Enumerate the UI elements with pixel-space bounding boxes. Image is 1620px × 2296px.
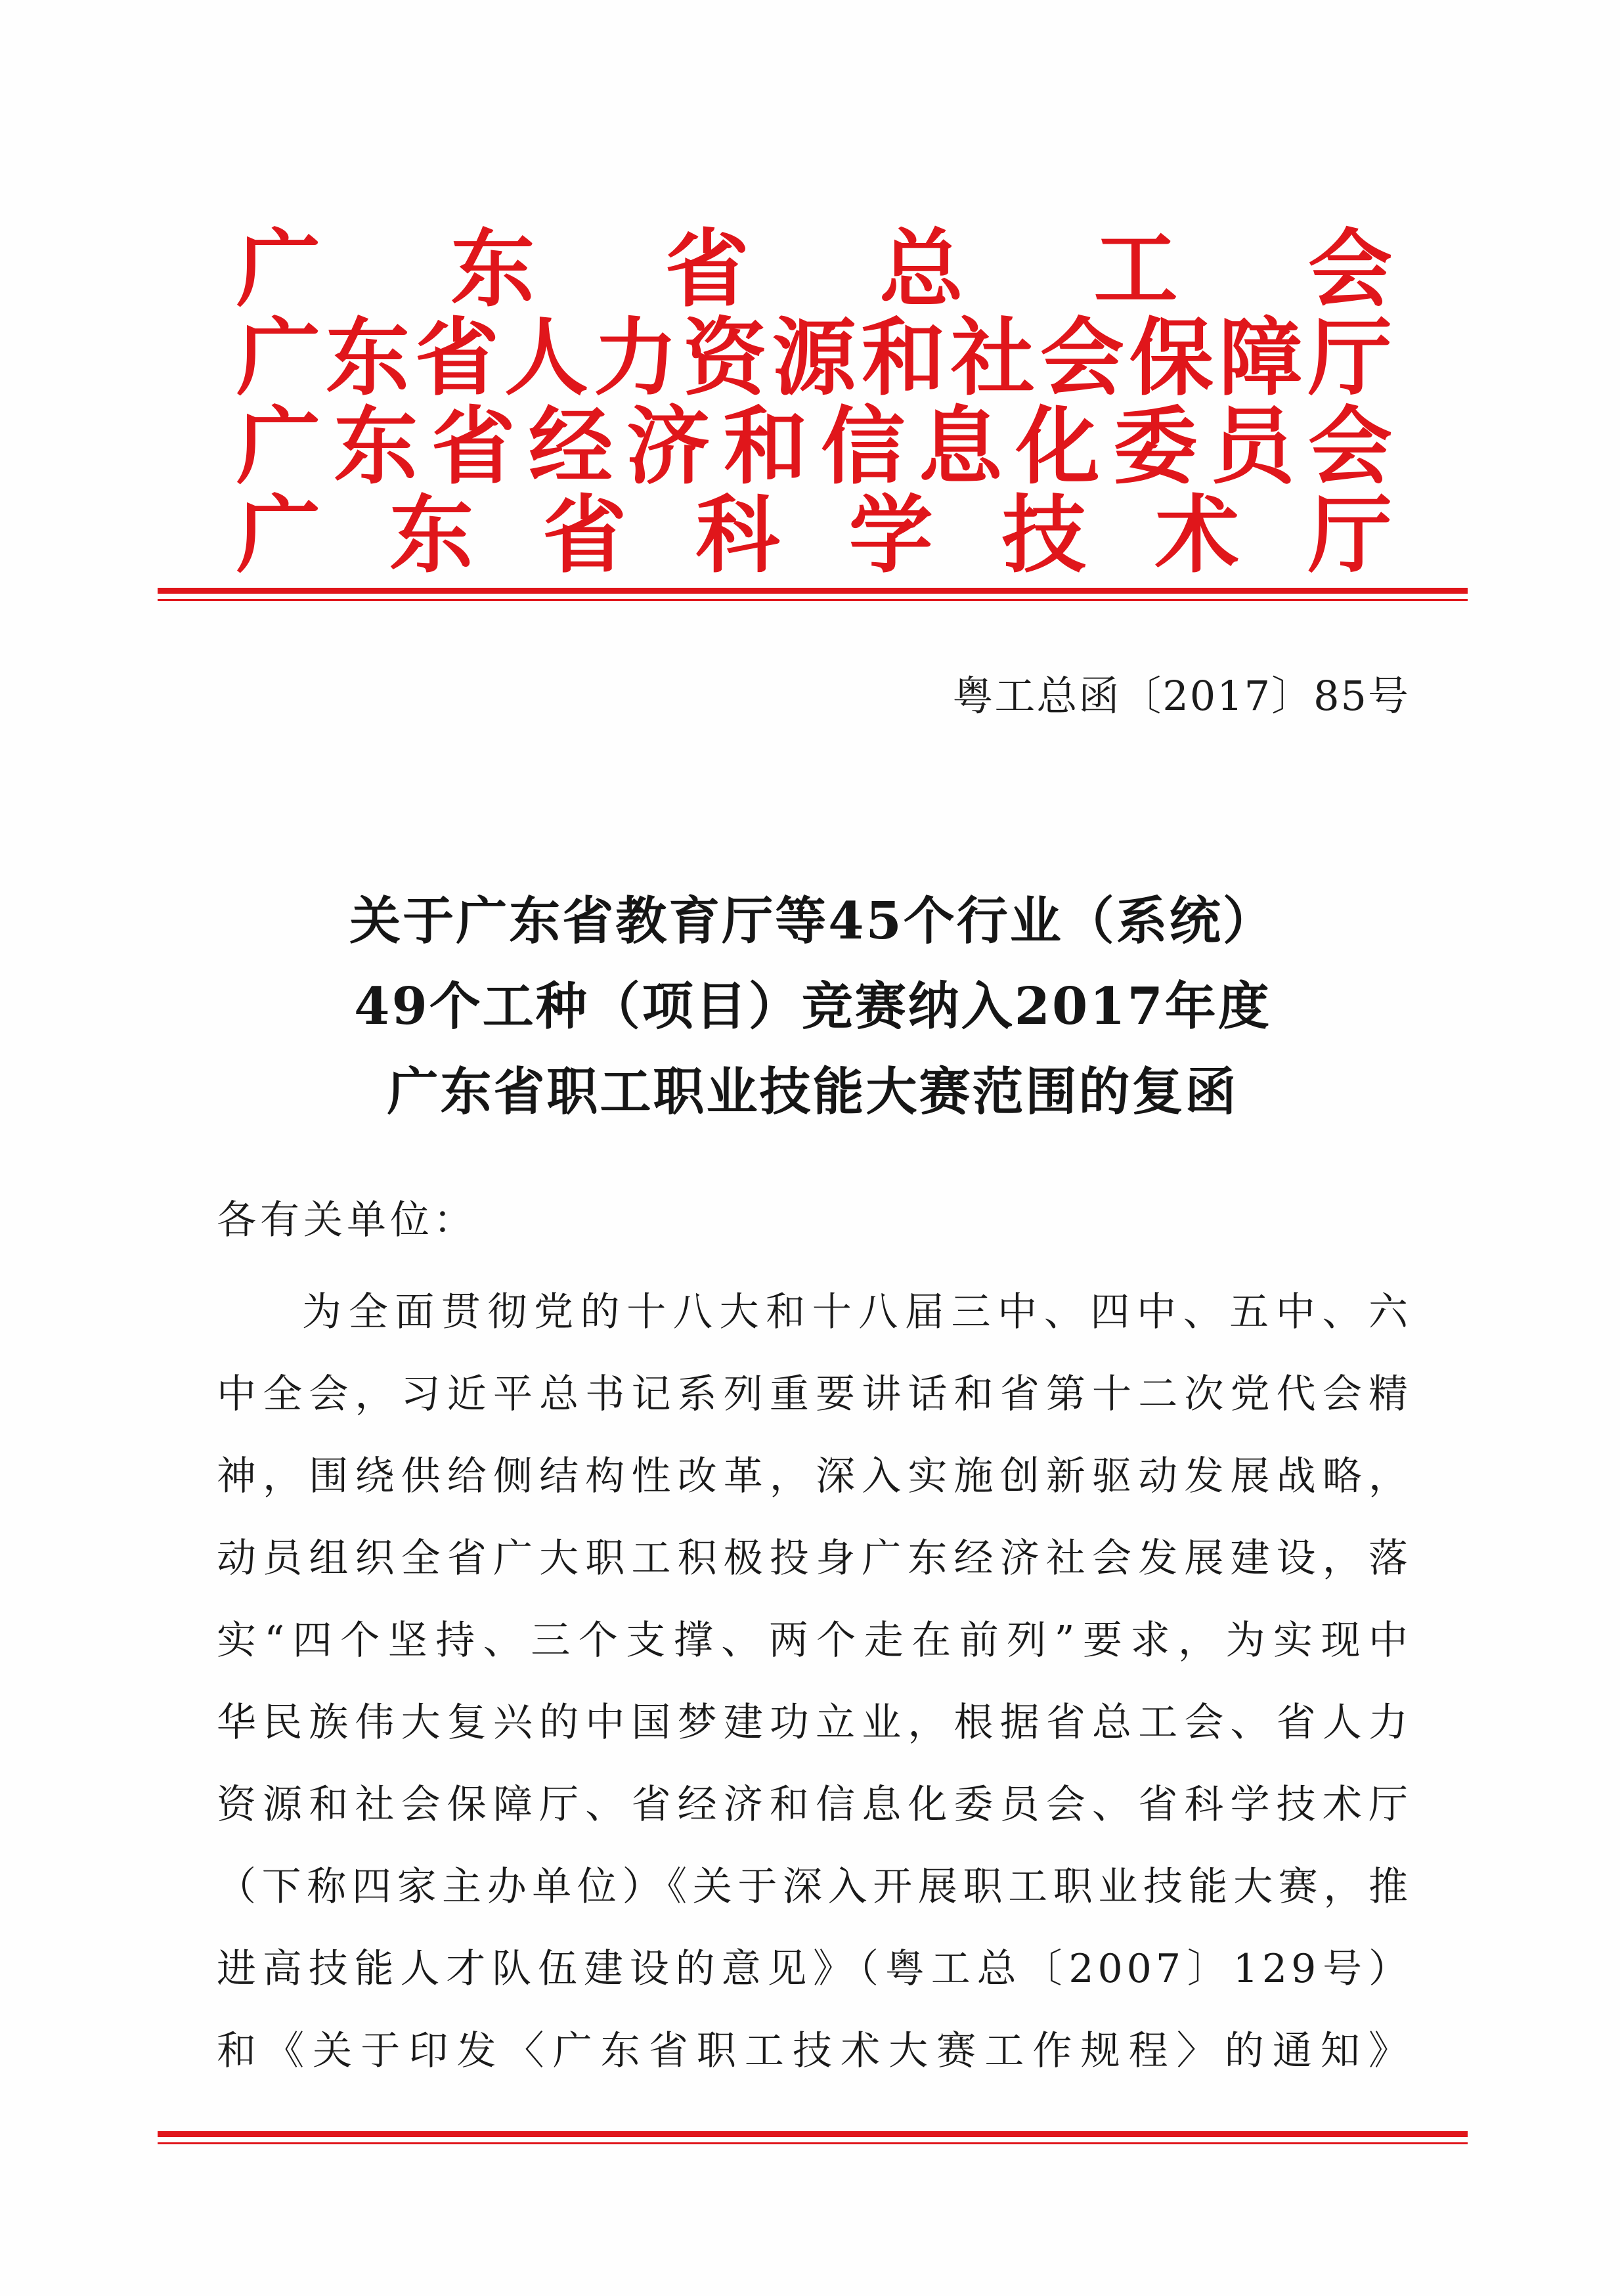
body-line: 和《关于印发〈广东省职工技术大赛工作规程〉的通知》	[217, 2028, 1412, 2074]
letterhead-rule-thin	[158, 599, 1468, 601]
body-line: 动员组织全省广大职工积极投身广东经济社会发展建设，落	[217, 1535, 1412, 1581]
title-line-1: 关于广东省教育厅等45个行业（系统）	[349, 891, 1276, 951]
document-number: 粤工总函〔2017〕85号	[952, 672, 1410, 720]
body-line: 为全面贯彻党的十八大和十八届三中、四中、五中、六	[302, 1289, 1412, 1335]
body-line: 中全会，习近平总书记系列重要讲话和省第十二次党代会精	[217, 1371, 1412, 1417]
letterhead-org-1: 广 东 省 总 工 会	[236, 220, 1392, 319]
salutation: 各有关单位：	[217, 1197, 477, 1243]
letterhead-rule-thick	[158, 588, 1468, 594]
body-line: （下称四家主办单位）《关于深入开展职工职业技能大赛，推	[217, 1864, 1412, 1910]
title-line-3: 广东省职工职业技能大赛范围的复函	[387, 1062, 1238, 1122]
body-line: 实“四个坚持、三个支撑、两个走在前列”要求，为实现中	[217, 1618, 1412, 1664]
letterhead-org-3: 广 东 省 经 济 和 信 息 化 委 员 会	[236, 397, 1392, 496]
footer-rule-thin	[158, 2142, 1468, 2144]
body-line: 进高技能人才队伍建设的意见》（粤工总〔2007〕129号）	[217, 1946, 1412, 1992]
letterhead-org-4: 广 东 省 科 学 技 术 厅	[236, 486, 1392, 585]
body-line: 华民族伟大复兴的中国梦建功立业，根据省总工会、省人力	[217, 1700, 1412, 1746]
footer-rule-thick	[158, 2131, 1468, 2137]
body-line: 神，围绕供给侧结构性改革，深入实施创新驱动发展战略，	[217, 1453, 1412, 1499]
title-line-2: 49个工种（项目）竞赛纳入2017年度	[354, 977, 1271, 1036]
body-line: 资源和社会保障厅、省经济和信息化委员会、省科学技术厅	[217, 1782, 1412, 1828]
letterhead-org-2: 广 东 省 人 力 资 源 和 社 会 保 障 厅	[236, 309, 1392, 407]
